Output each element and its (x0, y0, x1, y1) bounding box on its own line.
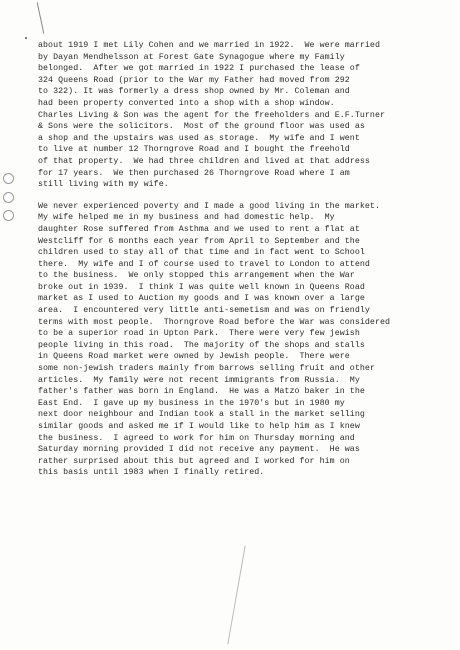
text-line: about 1919 I met Lily Cohen and we married in 1922. We were married (38, 41, 380, 50)
text-line: there. My wife and I of course used to travel to London to attend (38, 259, 370, 269)
text-line: We never experienced poverty and I made a good living in the market. (38, 201, 380, 211)
text-line: father's father was born in England. He was a Matzo baker in the (38, 387, 365, 397)
text-line: some non-jewish traders mainly from barrows selling fruit and other (38, 364, 375, 374)
text-line: to 322). It was formerly a dress shop owned by Mr. Coleman and (38, 87, 350, 97)
text-line: East End. I gave up my business in the 1970's but in 1980 my (38, 398, 345, 408)
text-line: daughter Rose suffered from Asthma and we used to rent a flat at (38, 224, 360, 234)
text-line: broke out in 1939. I think I was quite well known in Queens Road (38, 282, 365, 292)
text-line: had been property converted into a shop with a shop window. (38, 98, 335, 108)
text-line: articles. My family were not recent immigrants from Russia. My (38, 375, 360, 385)
punch-hole (3, 192, 14, 203)
ink-dot (25, 37, 27, 39)
punch-hole (3, 173, 14, 184)
text-line: children used to stay all of that time and in fact went to School (38, 248, 365, 258)
text-line: terms with most people. Thorngrove Road before the War was considered (38, 317, 391, 327)
text-line: next door neighbour and Indian took a stall in the market selling (38, 410, 365, 420)
paragraph-2 (38, 201, 433, 479)
text-line: & Sons were the solicitors. Most of the ground floor was used as (38, 122, 365, 132)
text-line: Saturday morning provided I did not receive any payment. He was (38, 445, 360, 455)
text-line: in Queens Road market were owned by Jewish people. There were (38, 352, 350, 362)
text-line: this basis until 1983 when I finally retired. (38, 468, 265, 478)
text-line: similar goods and asked me if I would like to help him as I knew (38, 422, 360, 431)
text-line: to be a superior road in Upton Park. There were very few jewish (38, 329, 360, 339)
text-line: by Dayan Mendhelsson at Forest Gate Synagogue where my Family (38, 52, 345, 62)
punch-hole (3, 210, 14, 221)
text-line: to live at number 12 Thorngrove Road and I bought the freehold (38, 145, 350, 155)
text-line: the business. I agreed to work for him on Thursday morning and (38, 433, 355, 443)
text-line: rather surprised about this but agreed and I worked for him on (38, 456, 350, 466)
text-line: Westcliff for 6 months each year from April to September and the (38, 236, 360, 246)
text-line: Charles Living & Son was the agent for the freeholders and E.F.Turner (38, 110, 385, 120)
scratch-mark-bottom (227, 546, 245, 645)
document-text (38, 40, 433, 479)
text-line: people living in this road. The majority of the shops and stalls (38, 340, 365, 350)
scratch-mark (37, 2, 45, 34)
text-line: My wife helped me in my business and had domestic help. My (38, 213, 335, 223)
text-line: belonged. After we got married in 1922 I purchased the lease of (38, 64, 360, 74)
text-line: for 17 years. We then purchased 26 Thorngrove Road where I am (38, 168, 350, 178)
text-line: to the business. We only stopped this arrangement when the War (38, 271, 355, 281)
paragraph-gap (38, 191, 433, 201)
text-line: still living with my wife. (38, 180, 169, 190)
text-line: a shop and the upstairs was used as storage. My wife and I went (38, 133, 360, 143)
text-line: 324 Queens Road (prior to the War my Father had moved from 292 (38, 75, 350, 85)
text-line: market as I used to Auction my goods and I was known over a large (38, 294, 365, 304)
paragraph-1 (38, 40, 433, 191)
text-line: of that property. We had three children and lived at that address (38, 156, 370, 166)
text-line: area. I encountered very little anti-semetism and was on friendly (38, 306, 370, 316)
